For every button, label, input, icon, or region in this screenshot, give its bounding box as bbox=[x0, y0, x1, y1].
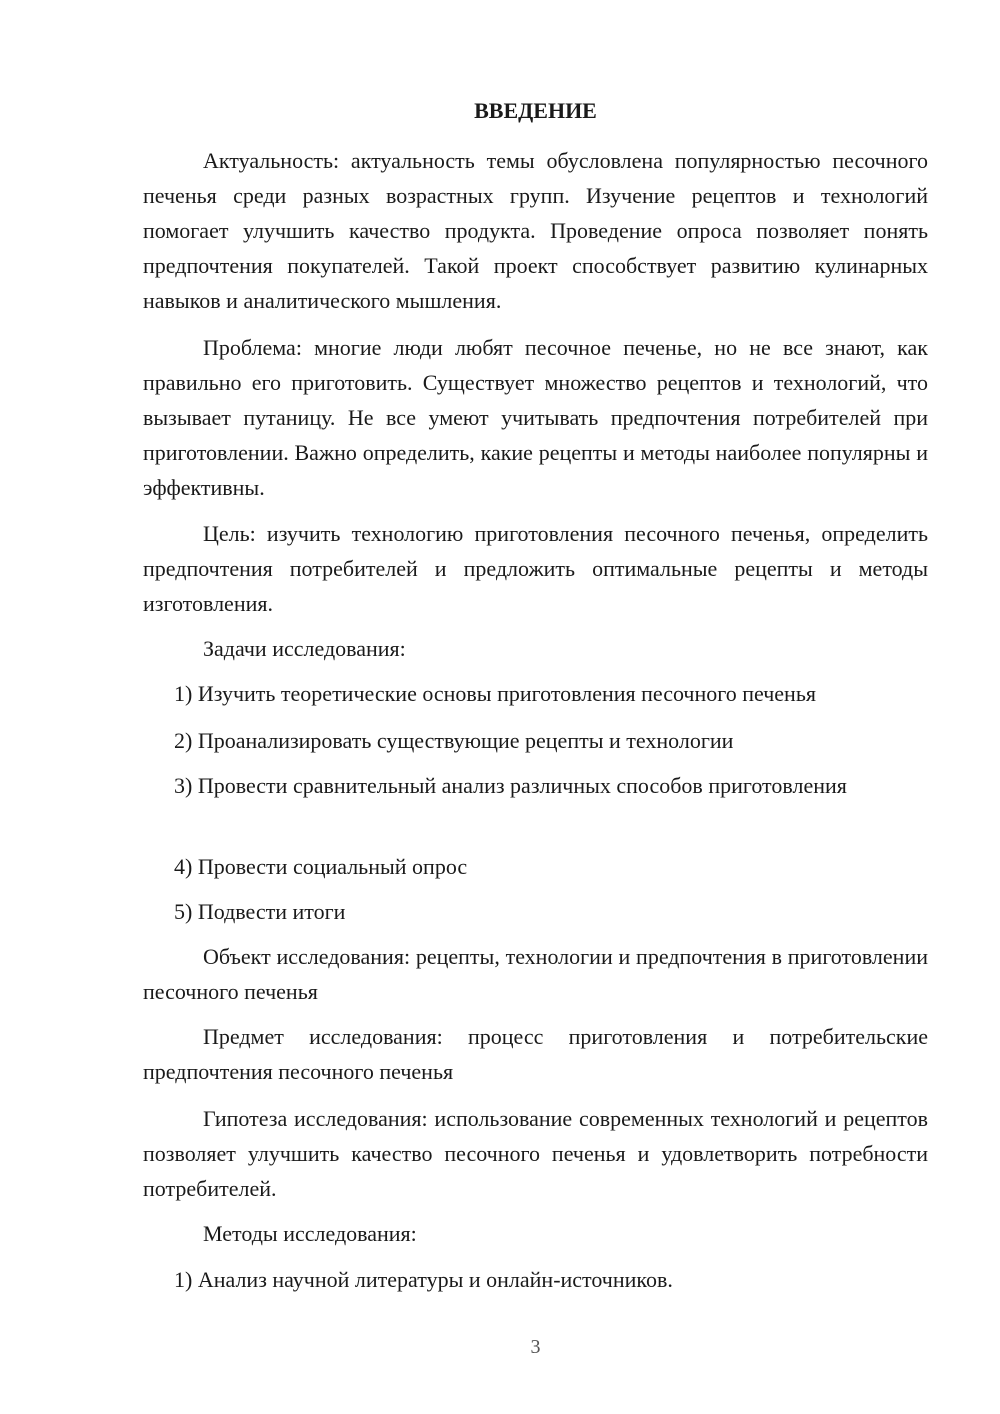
task-item-4: 4) Провести социальный опрос bbox=[174, 854, 468, 879]
task-item-3: 3) Провести сравнительный анализ различных способов приготовления bbox=[174, 773, 847, 798]
method-item-1: 1) Анализ научной литературы и онлайн-источников. bbox=[174, 1267, 673, 1292]
document-page bbox=[143, 0, 928, 1414]
paragraph-hypothesis: Гипотеза исследования: использование современных технологий и рецептов позволяет улучшить качество песочного печенья и удовлетворить потребности потребителей. bbox=[143, 1106, 928, 1201]
paragraph-object: Объект исследования: рецепты, технологии и предпочтения в приготовлении песочного печенья bbox=[143, 944, 928, 1004]
task-item-1: 1) Изучить теоретические основы приготовления песочного печенья bbox=[174, 681, 816, 706]
paragraph-relevance: Актуальность: актуальность темы обусловлена популярностью песочного печенья среди разных возрастных групп. Изучение рецептов и технологий помогает улучшить качество продукта. Проведение опроса позволяет понять предпочтения покупателей. Такой проект способствует развитию кулинарных навыков и аналитического мышления. bbox=[143, 148, 928, 313]
paragraph-problem: Проблема: многие люди любят песочное печенье, но не все знают, как правильно его приготовить. Существует множество рецептов и технологий, что вызывает путаницу. Не все умеют учитывать предпочтения потребителей при приготовлении. Важно определить, какие рецепты и методы наиболее популярны и эффективны. bbox=[143, 335, 928, 500]
task-item-5: 5) Подвести итоги bbox=[174, 899, 346, 924]
paragraph-goal: Цель: изучить технологию приготовления песочного печенья, определить предпочтения потребителей и предложить оптимальные рецепты и методы изготовления. bbox=[143, 521, 928, 616]
section-title: ВВЕДЕНИЕ bbox=[474, 98, 597, 123]
task-item-2: 2) Проанализировать существующие рецепты и технологии bbox=[174, 728, 734, 753]
methods-heading: Методы исследования: bbox=[203, 1221, 417, 1246]
page-number: 3 bbox=[530, 1336, 541, 1358]
paragraph-subject: Предмет исследования: процесс приготовления и потребительские предпочтения песочного печенья bbox=[143, 1024, 928, 1084]
tasks-heading: Задачи исследования: bbox=[203, 636, 406, 661]
